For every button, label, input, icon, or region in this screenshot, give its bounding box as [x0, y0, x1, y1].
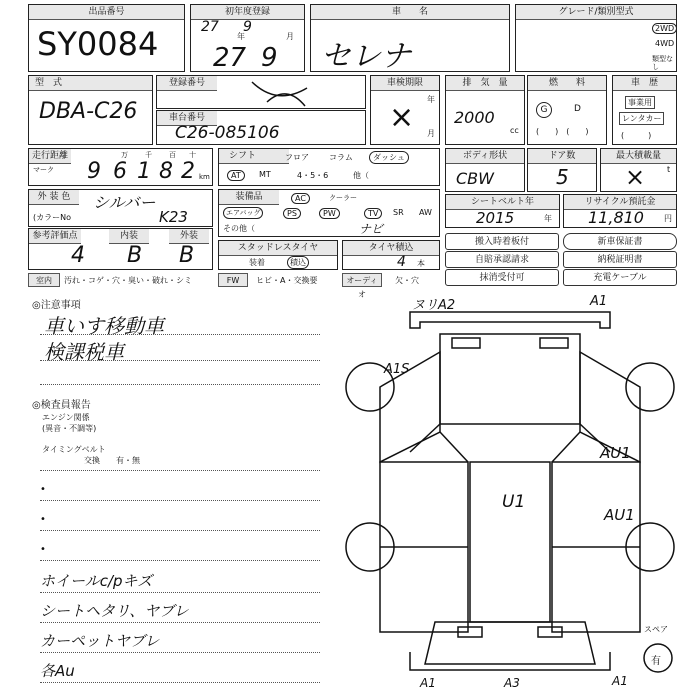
report-rule-2 [40, 500, 320, 501]
notes-rule-1 [40, 334, 320, 335]
spare-label: スペア [644, 625, 668, 634]
report-item-1: ホイールc/pキズ [40, 572, 153, 590]
report-item-2: シートヘタリ、ヤブレ [40, 602, 189, 620]
history-opt2: レンタカー [619, 112, 664, 125]
interior-label: 室内 [28, 273, 60, 287]
registration-box [190, 4, 305, 72]
grade-score: 4 [71, 243, 85, 268]
report-exchange: 交換 [84, 456, 100, 465]
report-item-4: 各Au [40, 662, 75, 680]
chassis-box [156, 110, 366, 145]
chassis-header: 車台番号 [157, 111, 217, 126]
history-box [612, 75, 677, 145]
body-value: CBW [456, 169, 494, 188]
shift-header: シフト [219, 149, 289, 164]
equip-nav: ナビ [359, 222, 384, 236]
displacement-box [445, 75, 525, 145]
chassis-value: C26-085106 [175, 123, 280, 143]
mileage-km: km [199, 173, 210, 181]
diagram-label-7: A1 [420, 676, 436, 690]
grades-box [28, 228, 213, 270]
diagram-label-6: AU1 [604, 506, 635, 524]
notes-rule-3 [40, 384, 320, 385]
mileage-d3: 1 [137, 159, 151, 184]
car-name: セレナ [321, 39, 411, 74]
equip-cooler: クーラー [329, 194, 357, 202]
car-name-box [310, 4, 510, 72]
capacity-unit: t [667, 165, 671, 174]
inspect-month-unit: 月 [427, 129, 435, 138]
tires-box [342, 240, 440, 270]
equip-tv: TV [364, 208, 382, 219]
report-engine-sub: (異音・不調等) [42, 424, 97, 433]
studless-opt1: 装着 [249, 258, 265, 267]
history-header: 車 歴 [613, 76, 676, 91]
capacity-value: × [625, 163, 646, 191]
diagram-label-2: A1 [590, 294, 608, 309]
color-value: シルバー [93, 193, 156, 212]
reg-number-header: 登録番号 [157, 76, 217, 91]
mileage-header: 走行距離 [29, 149, 71, 164]
capacity-box [600, 148, 677, 192]
reg-number-box [156, 75, 366, 109]
reg-month-unit: 月 [286, 32, 294, 41]
displacement-value: 2000 [454, 108, 495, 127]
mileage-d4: 8 [159, 159, 173, 184]
history-opt1: 事業用 [625, 96, 655, 109]
mileage-unit-sen: 千 [145, 151, 152, 159]
recycle-header: リサイクル預託金 [564, 195, 676, 210]
car-name-header: 車 名 [311, 5, 509, 20]
report-timing: タイミングベルト [42, 445, 106, 454]
equip-airbag: エアバッグ [223, 207, 263, 219]
drive-4wd: 4WD [655, 39, 675, 48]
doors-value: 5 [556, 165, 569, 189]
shift-dash: ダッシュ [369, 151, 409, 164]
grade-interior: B [127, 243, 143, 268]
color-code-label: (カラーNo [33, 213, 71, 222]
spare-value: 有 [651, 656, 661, 667]
report-item-3: カーペットヤブレ [40, 632, 160, 650]
fuel-d: D [574, 104, 581, 114]
equip-pw: PW [319, 208, 340, 219]
shift-at: AT [227, 170, 245, 181]
diagram-label-9: A1 [612, 674, 628, 688]
shift-other: 他（ [353, 171, 369, 180]
equip-ps: PS [283, 208, 301, 219]
drive-2wd: 2WD [652, 23, 677, 34]
inspection-box [370, 75, 440, 145]
recycle-box [563, 194, 677, 228]
mileage-unit-man: 万 [121, 151, 128, 159]
mileage-d2: 6 [113, 159, 127, 184]
reg-year-small: 27 [201, 19, 219, 35]
studless-header: スタッドレスタイヤ [219, 241, 337, 256]
grade-exterior: B [179, 243, 195, 268]
body-header: ボディ形状 [446, 149, 524, 164]
audio-items: 欠・穴 [395, 276, 419, 285]
diagram-label-8: A3 [504, 676, 520, 690]
equip-other: その他（ [223, 224, 255, 233]
mileage-d5: 2 [181, 159, 195, 184]
model-value: DBA-C26 [39, 99, 138, 124]
grades-header-2: 内装 [109, 229, 149, 244]
reg-year: 27 [213, 43, 247, 73]
tires-unit: 本 [417, 259, 425, 268]
displacement-header: 排 気 量 [446, 76, 524, 91]
shift-gears: 4・5・6 [297, 171, 329, 180]
lot-number-box [28, 4, 185, 72]
tires-header: タイヤ積込 [343, 241, 439, 256]
lot-number: SY0084 [37, 25, 159, 63]
report-rule-8 [40, 682, 320, 683]
inspect-year-unit: 年 [427, 95, 435, 104]
service-3: 抹消受付可 [445, 269, 559, 286]
lot-number-header: 出品番号 [29, 5, 184, 20]
service-4: 新車保証書 [563, 233, 677, 250]
fuel-g: G [536, 102, 552, 118]
notes-header: ◎注意事項 [32, 300, 81, 311]
report-rule-3 [40, 530, 320, 531]
reg-month-small: 9 [243, 19, 252, 35]
history-paren: ( ) [621, 131, 652, 140]
service-1: 搬入時着板付 [445, 233, 559, 250]
notes-rule-2 [40, 360, 320, 361]
doors-header: ドア数 [528, 149, 596, 164]
notes-line-1: 車いす移動車 [44, 314, 164, 338]
fuel-header: 燃 料 [528, 76, 606, 91]
bullet-1: • [40, 484, 46, 495]
seatbelt-header: シートベルト年 [446, 195, 559, 210]
inspection-header: 車検期限 [371, 76, 439, 91]
equip-aw: AW [419, 208, 432, 217]
service-6: 充電ケーブル [563, 269, 677, 286]
fuel-paren: ( ) ( ) [536, 127, 589, 136]
capacity-header: 最大積載量 [601, 149, 676, 164]
bullet-3: • [40, 544, 46, 555]
equip-header: 装備品 [219, 190, 279, 205]
diagram-label-4: AU1 [600, 444, 631, 462]
report-yesno: 有・無 [116, 456, 140, 465]
service-2: 自賠承認請求 [445, 251, 559, 268]
bullet-2: • [40, 514, 46, 525]
report-rule-7 [40, 652, 320, 653]
service-5: 納税証明書 [563, 251, 677, 268]
equip-box [218, 189, 440, 237]
model-header: 型 式 [29, 76, 152, 91]
shift-column: コラム [329, 153, 353, 162]
shift-box [218, 148, 440, 186]
report-header: ◎検査員報告 [32, 400, 91, 411]
mileage-mark: マーク [33, 166, 54, 174]
audio-label: オーディオ [342, 273, 382, 287]
mileage-d1: 9 [87, 159, 101, 184]
reg-month: 9 [261, 43, 278, 73]
equip-ac: AC [291, 193, 310, 204]
color-header: 外 装 色 [29, 190, 79, 205]
tires-value: 4 [397, 254, 406, 270]
seatbelt-box [445, 194, 560, 228]
recycle-unit: 円 [664, 214, 672, 223]
reg-number-cross-icon [157, 76, 367, 110]
shift-floor: フロア [285, 153, 309, 162]
report-rule-4 [40, 560, 320, 561]
diagram-label-3: A1S [384, 362, 410, 377]
color-code: K23 [159, 208, 188, 226]
model-box [28, 75, 153, 145]
report-rule-6 [40, 622, 320, 623]
mileage-unit-hyaku: 百 [169, 151, 176, 159]
grades-header-1: 参考評価点 [29, 229, 81, 244]
reg-year-unit: 年 [237, 32, 245, 41]
interior-items: 汚れ・コゲ・穴・臭い・破れ・シミ [64, 276, 192, 285]
seatbelt-unit: 年 [544, 214, 552, 223]
body-box [445, 148, 525, 192]
seatbelt-value: 2015 [476, 209, 515, 227]
recycle-value: 11,810 [588, 208, 644, 227]
studless-opt2: 積込 [287, 256, 309, 269]
diagram-label-5: U1 [502, 492, 526, 512]
fuel-box [527, 75, 607, 145]
fw-items: ヒビ・A・交換要 [256, 276, 318, 285]
shift-mt: MT [259, 170, 271, 179]
grade-box [515, 4, 677, 72]
report-engine: エンジン関係 [42, 413, 90, 422]
notes-line-2: 検課税車 [44, 340, 124, 364]
doors-box [527, 148, 597, 192]
report-rule-5 [40, 592, 320, 593]
equip-sr: SR [393, 208, 404, 217]
displacement-unit: cc [510, 126, 519, 135]
grade-misc: 類型なし [652, 55, 673, 71]
fw-label: FW [218, 273, 248, 287]
mileage-unit-juu: 十 [189, 151, 196, 159]
studless-box [218, 240, 338, 270]
inspect-value: × [389, 100, 415, 135]
grade-header: グレード/類別型式 [516, 5, 676, 20]
report-rule-1 [40, 470, 320, 471]
grades-header-3: 外装 [169, 229, 209, 244]
mileage-box [28, 148, 213, 186]
registration-header: 初年度登録 [191, 5, 304, 20]
color-box [28, 189, 213, 227]
diagram-label-1: ヌリA2 [412, 298, 456, 313]
